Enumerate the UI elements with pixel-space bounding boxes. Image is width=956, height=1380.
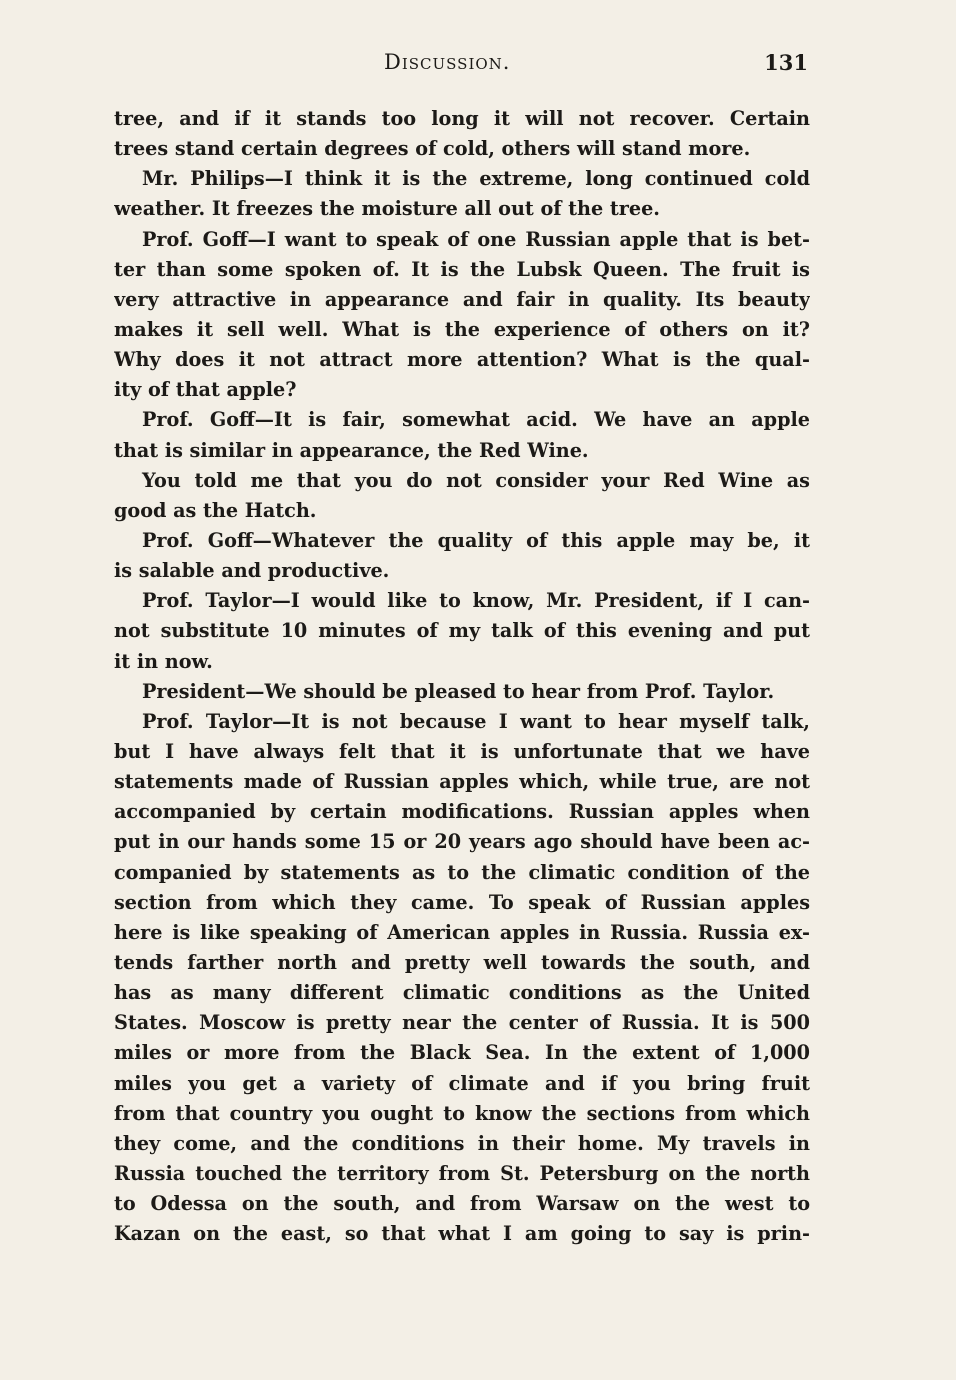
text-line: section from which they came. To speak of Russian apples <box>114 890 810 914</box>
text-line: from that country you ought to know the sections from which <box>114 1101 810 1125</box>
text-line: miles you get a variety of climate and if you bring fruit <box>114 1071 810 1095</box>
text-line: has as many different climatic conditions as the United <box>114 981 810 1005</box>
text-line: ity of that apple? <box>114 378 297 402</box>
text-line: to Odessa on the south, and from Warsaw on the west to <box>114 1192 810 1216</box>
text-line: Mr. Philips—I think it is the extreme, long continued cold <box>142 167 810 191</box>
text-line: Prof. Goff—Whatever the quality of this apple may be, it <box>142 528 810 552</box>
body-text <box>114 104 810 1249</box>
text-line: trees stand certain degrees of cold, others will stand more. <box>114 137 751 161</box>
text-line: put in our hands some 15 or 20 years ago should have been ac- <box>114 830 810 854</box>
text-line: Prof. Taylor—I would like to know, Mr. President, if I can- <box>142 589 810 613</box>
text-line: Prof. Goff—It is fair, somewhat acid. We have an apple <box>142 408 810 432</box>
text-line: Prof. Goff—I want to speak of one Russian apple that is bet- <box>142 227 810 251</box>
text-line: very attractive in appearance and fair in quality. Its beauty <box>114 287 810 311</box>
text-line: here is like speaking of American apples in Russia. Russia ex- <box>114 920 810 944</box>
text-line: it in now. <box>114 649 213 673</box>
text-line: President—We should be pleased to hear from Prof. Taylor. <box>142 679 775 703</box>
text-line: miles or more from the Black Sea. In the extent of 1,000 <box>114 1041 810 1065</box>
text-line: good as the Hatch. <box>114 498 317 522</box>
text-line: Kazan on the east, so that what I am going to say is prin- <box>114 1222 810 1246</box>
page-number: 131 <box>764 50 808 75</box>
text-line: States. Moscow is pretty near the center of Russia. It is 500 <box>114 1011 810 1035</box>
text-line: Russia touched the territory from St. Petersburg on the north <box>114 1161 810 1185</box>
text-line: ter than some spoken of. It is the Lubsk Queen. The fruit is <box>114 257 810 281</box>
text-line: Prof. Taylor—It is not because I want to hear myself talk, <box>142 709 810 733</box>
text-line: tends farther north and pretty well towards the south, and <box>114 950 810 974</box>
running-head <box>114 50 808 84</box>
running-head-title: Discussion. <box>384 50 511 74</box>
text-line: weather. It freezes the moisture all out of the tree. <box>114 197 660 221</box>
text-line: not substitute 10 minutes of my talk of this evening and put <box>114 619 810 643</box>
text-line: You told me that you do not consider your Red Wine as <box>142 468 810 492</box>
text-line: companied by statements as to the climatic condition of the <box>114 860 810 884</box>
text-line: makes it sell well. What is the experience of others on it? <box>114 317 810 341</box>
text-line: accompanied by certain modifications. Russian apples when <box>114 800 810 824</box>
text-line: Why does it not attract more attention? What is the qual- <box>114 348 810 372</box>
text-line: tree, and if it stands too long it will not recover. Certain <box>114 107 810 130</box>
text-line: they come, and the conditions in their home. My travels in <box>114 1131 810 1155</box>
text-line: but I have always felt that it is unfortunate that we have <box>114 739 810 763</box>
text-line: that is similar in appearance, the Red Wine. <box>114 438 589 462</box>
text-line: statements made of Russian apples which, while true, are not <box>114 770 810 794</box>
text-line: is salable and productive. <box>114 559 390 583</box>
